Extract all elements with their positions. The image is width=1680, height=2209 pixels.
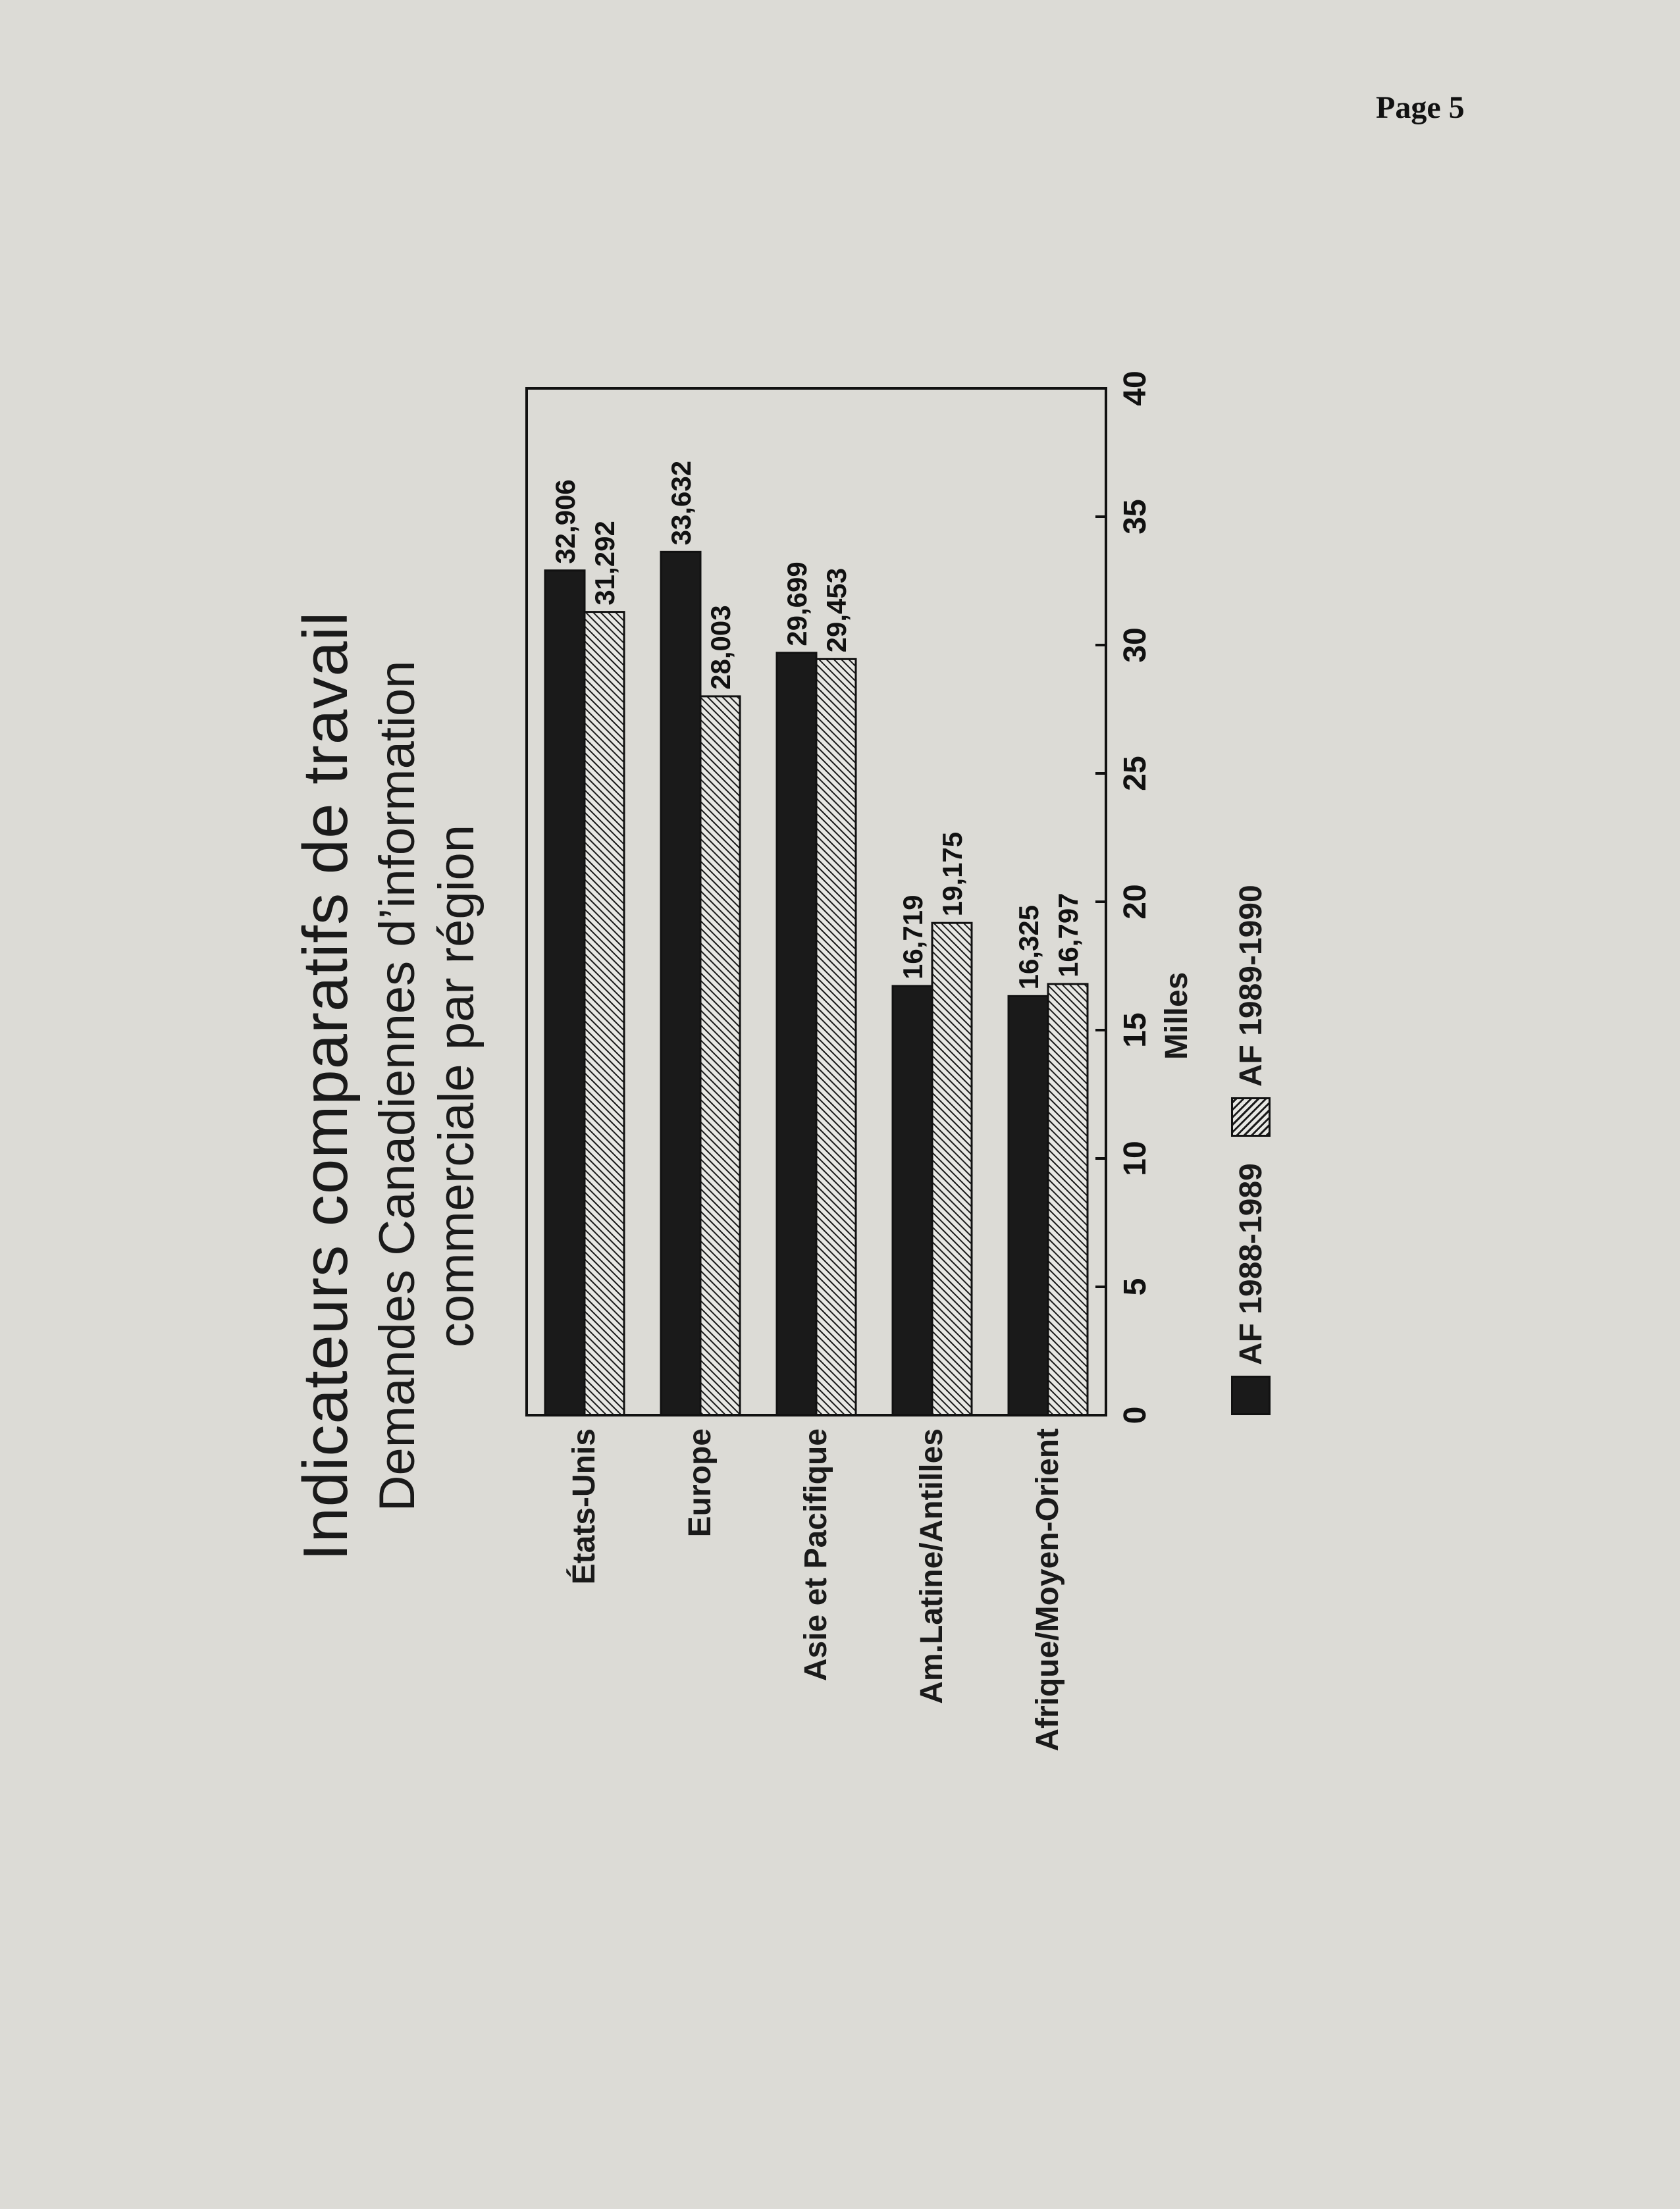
x-tick-label: 5	[1118, 1278, 1153, 1296]
data-label: 16,325	[1013, 904, 1044, 990]
category-label: Am.Latine/Antilles	[914, 1428, 949, 1704]
x-tick-label: 40	[1118, 371, 1153, 406]
legend-swatch-hatched	[1231, 1097, 1271, 1137]
legend	[1231, 885, 1271, 1415]
data-label: 29,453	[821, 567, 852, 653]
data-label: 28,003	[705, 605, 736, 690]
bar-af-1988-1989	[661, 552, 700, 1415]
bar-af-1988-1989	[1009, 996, 1048, 1415]
data-label: 19,175	[937, 831, 968, 917]
x-tick-label: 0	[1118, 1406, 1153, 1424]
legend-label: AF 1988-1989	[1233, 1163, 1269, 1365]
x-tick-label: 25	[1118, 756, 1153, 791]
chart	[263, 362, 1448, 1810]
bar-af-1989-1990	[1048, 984, 1088, 1415]
chart-title: Indicateurs comparatifs de travail	[290, 611, 361, 1561]
bar-af-1989-1990	[700, 696, 740, 1415]
bar-af-1989-1990	[816, 659, 856, 1415]
bar-plot	[263, 362, 1448, 1810]
legend-item	[1231, 1163, 1271, 1415]
x-tick-label: 35	[1118, 499, 1153, 534]
x-tick-label: 15	[1118, 1012, 1153, 1048]
category-label: Asie et Pacifique	[799, 1428, 833, 1682]
x-tick-label: 10	[1118, 1141, 1153, 1176]
legend-label: AF 1989-1990	[1233, 885, 1269, 1087]
chart-subtitle-line1: Demandes Canadiennes d’information	[369, 660, 425, 1512]
x-axis-label: Milles	[1159, 972, 1194, 1060]
chart-subtitle-line2: commerciale par région	[429, 824, 485, 1348]
legend-swatch-solid	[1231, 1376, 1271, 1415]
bar-af-1989-1990	[585, 612, 624, 1415]
category-label: Europe	[683, 1428, 718, 1538]
category-label: Afrique/Moyen-Orient	[1030, 1428, 1065, 1752]
bar-af-1989-1990	[932, 923, 972, 1415]
data-label: 33,632	[666, 460, 696, 546]
data-label: 16,797	[1053, 893, 1084, 977]
page-number: Page 5	[1376, 90, 1465, 125]
data-label: 16,719	[897, 895, 928, 979]
x-tick-label: 30	[1118, 627, 1153, 663]
x-tick-label: 20	[1118, 884, 1153, 920]
bar-af-1988-1989	[777, 653, 816, 1415]
data-label: 32,906	[550, 479, 581, 564]
bar-af-1988-1989	[893, 986, 932, 1415]
bar-af-1988-1989	[545, 571, 585, 1415]
data-label: 31,292	[589, 521, 620, 606]
legend-item	[1231, 885, 1271, 1137]
data-label: 29,699	[781, 561, 812, 646]
category-label: États-Unis	[567, 1428, 602, 1585]
